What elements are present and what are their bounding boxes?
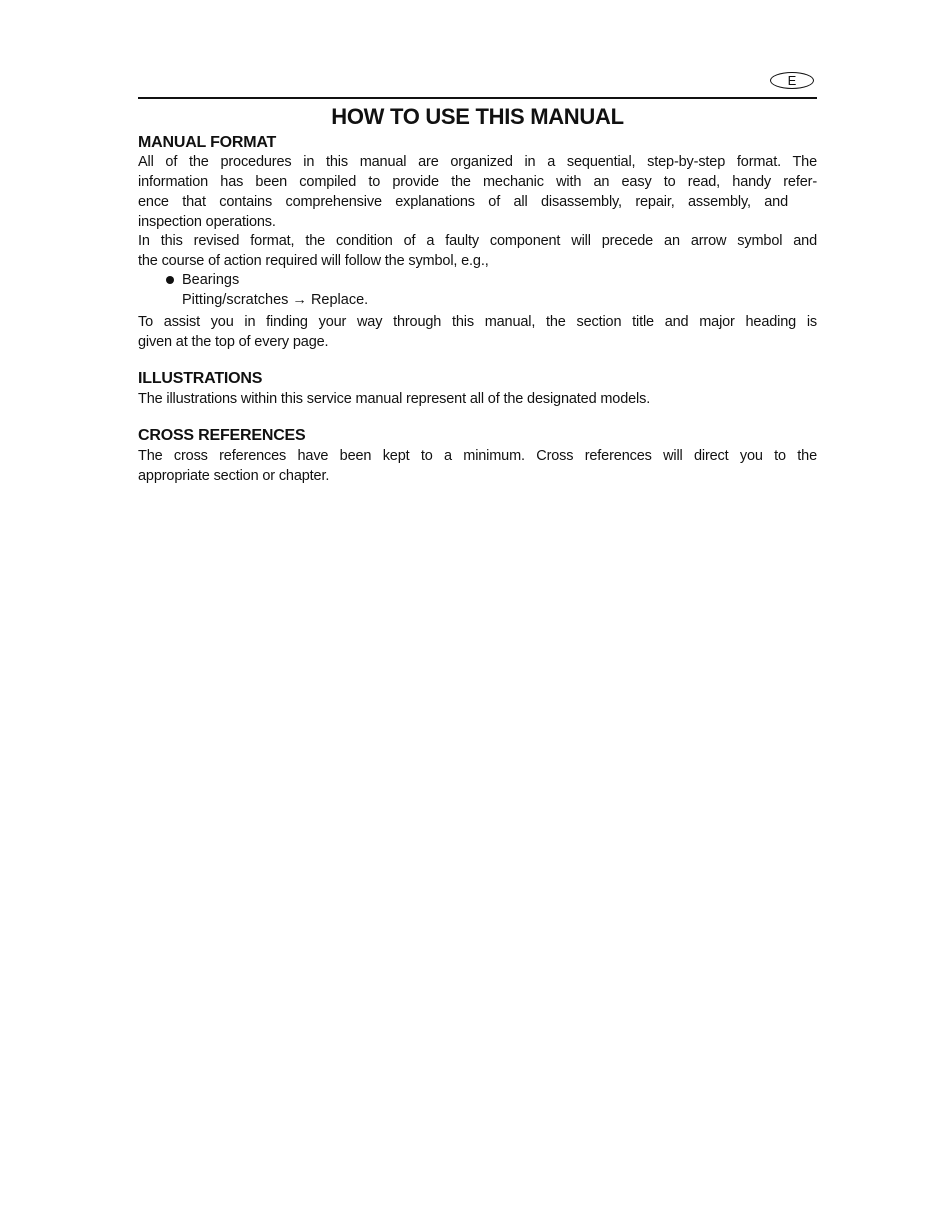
arrow-icon: → xyxy=(292,292,307,308)
text-line: In this revised format, the condition of a faulty component will precede an arrow symbol and xyxy=(138,233,817,249)
text-line: ence that contains comprehensive explanations of all disassembly, repair, assembly, and xyxy=(138,194,788,210)
text-line: inspection operations. xyxy=(138,214,276,230)
bullet-detail xyxy=(166,290,368,310)
text-line: information has been compiled to provide the mechanic with an easy to read, handy refer- xyxy=(138,174,817,190)
bullet-label: Bearings xyxy=(182,272,240,288)
page-title: HOW TO USE THIS MANUAL xyxy=(331,104,624,129)
example-bullet-block xyxy=(166,270,368,310)
section-heading-manual-format: MANUAL FORMAT xyxy=(138,134,277,151)
condition-text: Pitting/scratches xyxy=(182,292,289,308)
text-line: given at the top of every page. xyxy=(138,334,329,350)
header-rule xyxy=(138,97,817,99)
illustrations-paragraph xyxy=(138,389,817,409)
text-line: All of the procedures in this manual are organized in a sequential, step-by-step format. The xyxy=(138,154,817,170)
cross-references-paragraph xyxy=(138,446,817,486)
section-heading-cross-references: CROSS REFERENCES xyxy=(138,427,306,444)
language-badge: E xyxy=(770,72,814,89)
text-line: appropriate section or chapter. xyxy=(138,468,330,484)
manual-format-paragraph-1 xyxy=(138,152,817,232)
text-line: To assist you in finding your way through this manual, the section title and major heading is xyxy=(138,314,817,330)
text-line: The cross references have been kept to a minimum. Cross references will direct you to the xyxy=(138,448,817,464)
section-heading-illustrations: ILLUSTRATIONS xyxy=(138,370,263,387)
manual-format-paragraph-3 xyxy=(138,312,817,352)
manual-format-paragraph-2 xyxy=(138,231,817,271)
action-text: Replace. xyxy=(310,292,369,308)
bullet-item xyxy=(166,270,368,290)
text-line: The illustrations within this service manual represent all of the designated models. xyxy=(138,391,651,407)
text-line: the course of action required will follow the symbol, e.g., xyxy=(138,253,489,269)
bullet-icon xyxy=(166,276,174,284)
